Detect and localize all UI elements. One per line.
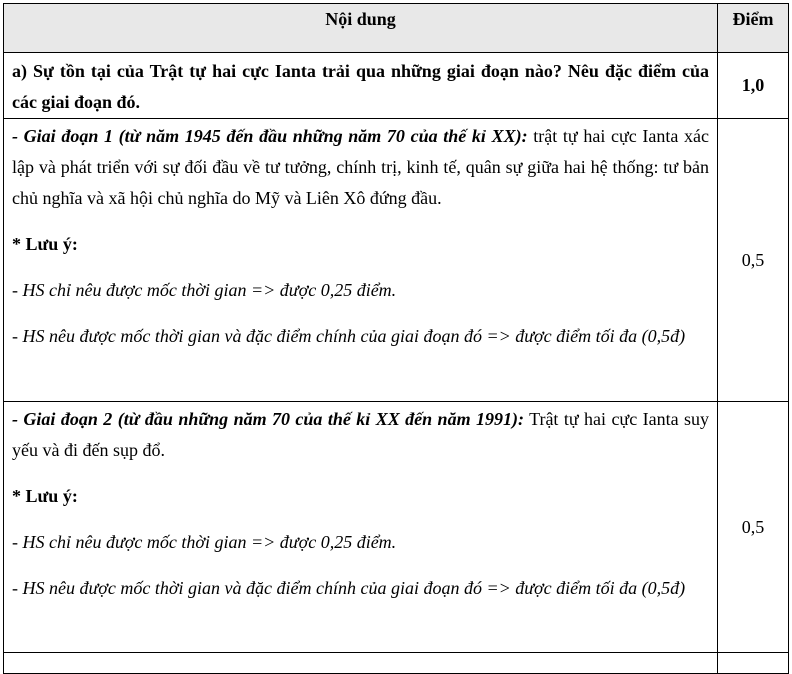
stage-1-note-1: - HS chỉ nêu được mốc thời gian => được 0,25 điểm. — [12, 280, 397, 300]
stage-1-title: - Giai đoạn 1 (từ năm 1945 đến đầu những năm 70 của thế kỉ XX): — [12, 126, 528, 146]
stage-2-content — [4, 402, 718, 653]
header-content: Nội dung — [4, 4, 718, 53]
stage-1-row — [4, 119, 789, 402]
question-score: 1,0 — [718, 53, 789, 119]
stage-2-row — [4, 402, 789, 653]
question-row — [4, 53, 789, 119]
stage-1-note-2: - HS nêu được mốc thời gian và đặc điểm chính của giai đoạn đó => được điểm tối đa (0,5đ) — [12, 326, 686, 346]
stage-2-note-1: - HS chỉ nêu được mốc thời gian => được 0,25 điểm. — [12, 532, 397, 552]
stage-2-score: 0,5 — [718, 402, 789, 653]
stage-2-title: - Giai đoạn 2 (từ đầu những năm 70 của thế kỉ XX đến năm 1991): — [12, 409, 524, 429]
stage-2-body: Trật tự hai cực Ianta suy yếu và đi đến sụp đổ. — [12, 409, 710, 460]
stage-1-body: trật tự hai cực Ianta xác lập và phát triển với sự đối đầu về tư tưởng, chính trị, kinh tế, quân sự giữa hai hệ thống: tư bản chủ nghĩa và xã hội chủ nghĩa do Mỹ và Liên Xô đứng đầu. — [12, 126, 709, 208]
next-row-content — [4, 653, 718, 674]
stage-1-note-heading: * Lưu ý: — [12, 234, 78, 254]
question-text: a) Sự tồn tại của Trật tự hai cực Ianta trải qua những giai đoạn nào? Nêu đặc điểm của các giai đoạn đó. — [4, 53, 718, 119]
next-row-score — [718, 653, 789, 674]
stage-1-score: 0,5 — [718, 119, 789, 402]
stage-2-note-2: - HS nêu được mốc thời gian và đặc điểm chính của giai đoạn đó => được điểm tối đa (0,5đ) — [12, 578, 686, 598]
stage-2-note-heading: * Lưu ý: — [12, 486, 78, 506]
stage-1-content — [4, 119, 718, 402]
grading-table — [3, 3, 789, 674]
header-score: Điểm — [718, 4, 789, 53]
next-row-partial — [4, 653, 789, 674]
stage-2-paragraph — [12, 404, 709, 466]
stage-1-paragraph — [12, 121, 709, 214]
header-row — [4, 4, 789, 53]
